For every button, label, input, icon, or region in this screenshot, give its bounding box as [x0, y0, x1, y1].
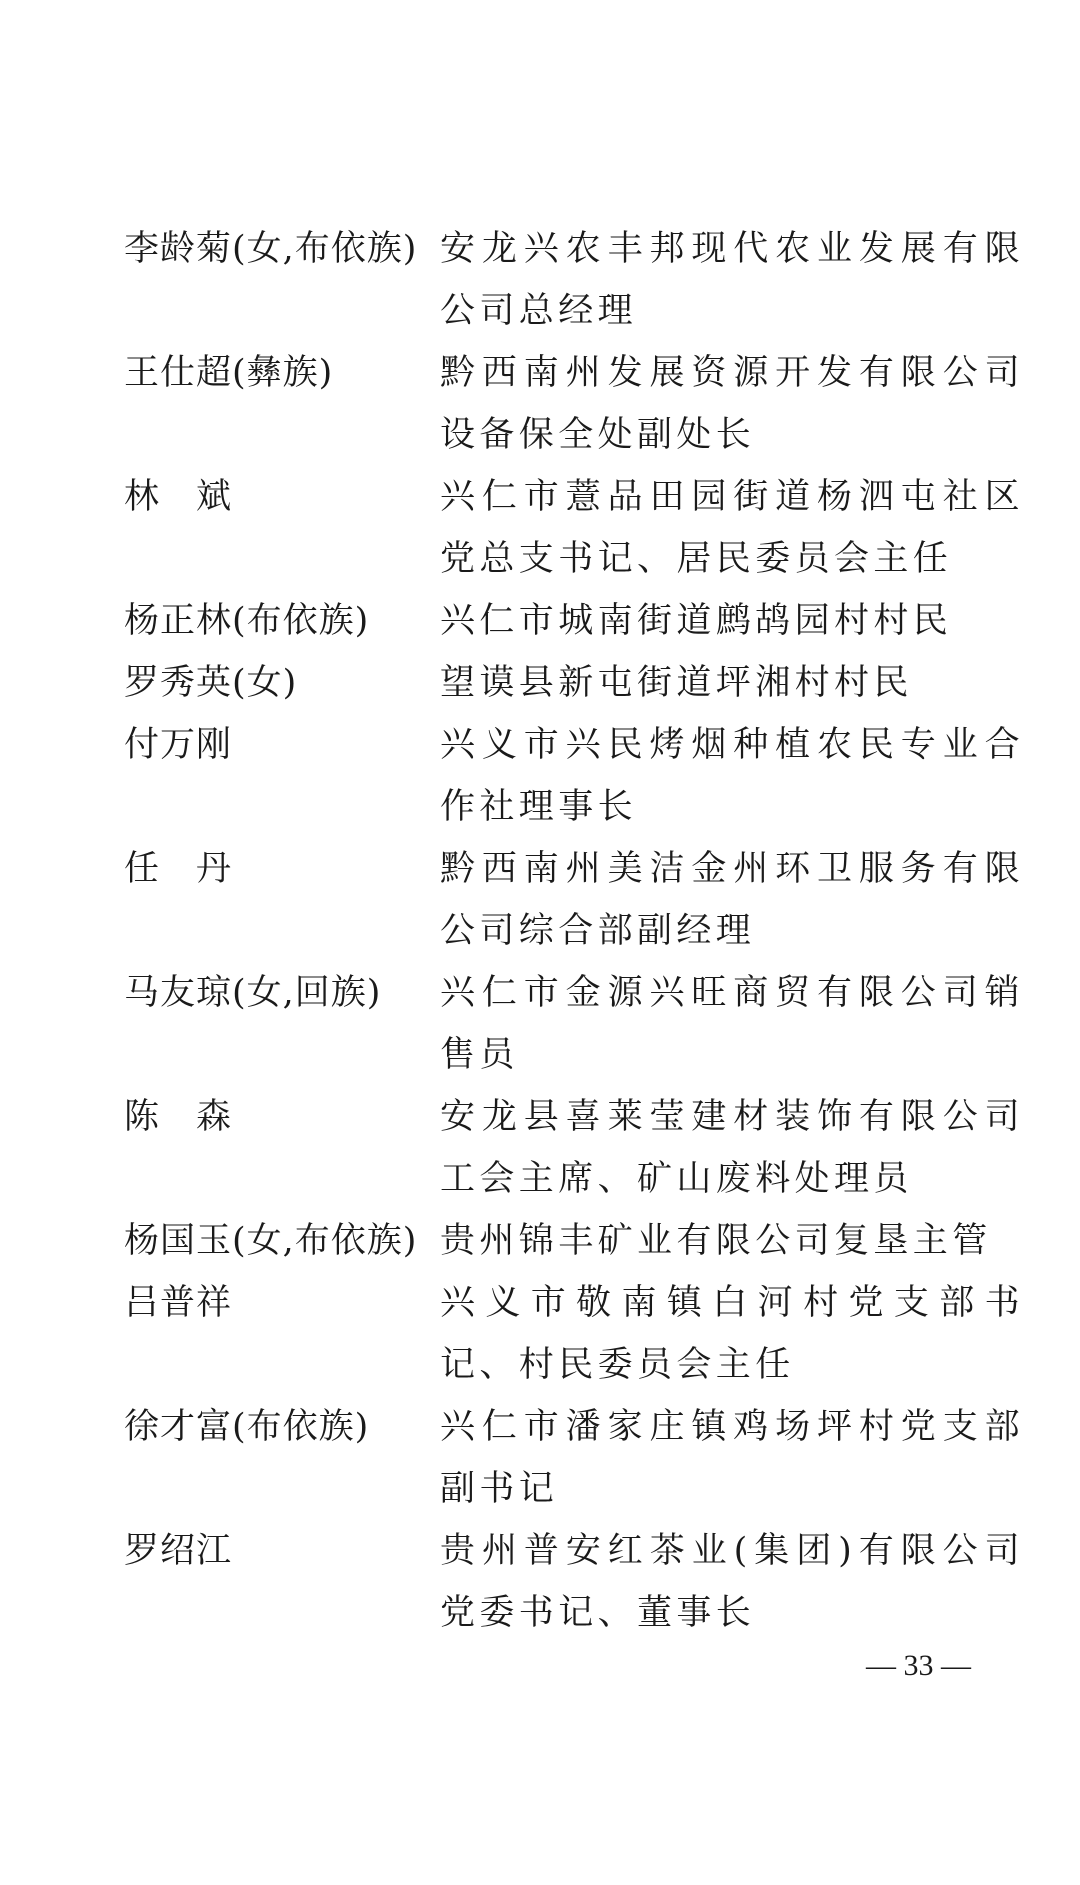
- roster-entry: [124, 466, 1024, 590]
- member-title: 黔西南州美洁金州环卫服务有限公司综合部副经理: [440, 849, 1024, 951]
- member-roster: [124, 218, 1024, 1644]
- roster-entry: [124, 1520, 1024, 1644]
- member-title: 兴仁市薏品田园街道杨泗屯社区党总支书记、居民委员会主任: [440, 477, 1024, 579]
- member-title: 望谟县新屯街道坪湘村村民: [440, 663, 913, 703]
- member-name: 徐才富(布依族): [124, 1407, 370, 1447]
- member-title: 兴仁市城南街道鹧鸪园村村民: [440, 601, 953, 641]
- member-name: 陈 森: [124, 1097, 233, 1137]
- member-name: 杨正林(布依族): [124, 601, 370, 641]
- roster-entry: [124, 838, 1024, 962]
- member-name: 吕普祥: [124, 1283, 233, 1323]
- member-title: 兴仁市潘家庄镇鸡场坪村党支部副书记: [440, 1407, 1024, 1509]
- member-name: 任 丹: [124, 849, 233, 889]
- member-name: 马友琼(女,回族): [124, 973, 382, 1013]
- roster-entry: [124, 714, 1024, 838]
- member-title: 贵州普安红茶业(集团)有限公司党委书记、董事长: [440, 1531, 1024, 1633]
- roster-entry: [124, 1272, 1024, 1396]
- member-title: 安龙兴农丰邦现代农业发展有限公司总经理: [440, 229, 1024, 331]
- member-name: 李龄菊(女,布依族): [124, 229, 418, 269]
- member-title: 安龙县喜莱莹建材装饰有限公司工会主席、矿山废料处理员: [440, 1097, 1024, 1199]
- page-number: — 33 —: [866, 1649, 971, 1682]
- member-title: 兴仁市金源兴旺商贸有限公司销售员: [440, 973, 1024, 1075]
- member-name: 林 斌: [124, 477, 233, 517]
- member-title: 兴义市敬南镇白河村党支部书记、村民委员会主任: [440, 1283, 1024, 1385]
- roster-entry: [124, 652, 1024, 714]
- member-title: 贵州锦丰矿业有限公司复垦主管: [440, 1221, 992, 1261]
- roster-entry: [124, 1086, 1024, 1210]
- roster-entry: [124, 342, 1024, 466]
- roster-entry: [124, 1396, 1024, 1520]
- roster-entry: [124, 590, 1024, 652]
- member-name: 罗绍江: [124, 1531, 233, 1571]
- member-name: 付万刚: [124, 725, 233, 765]
- member-name: 王仕超(彝族): [124, 353, 334, 393]
- member-name: 罗秀英(女): [124, 663, 298, 703]
- roster-entry: [124, 962, 1024, 1086]
- roster-entry: [124, 218, 1024, 342]
- member-name: 杨国玉(女,布依族): [124, 1221, 418, 1261]
- member-title: 黔西南州发展资源开发有限公司设备保全处副处长: [440, 353, 1024, 455]
- member-title: 兴义市兴民烤烟种植农民专业合作社理事长: [440, 725, 1024, 827]
- roster-entry: [124, 1210, 1024, 1272]
